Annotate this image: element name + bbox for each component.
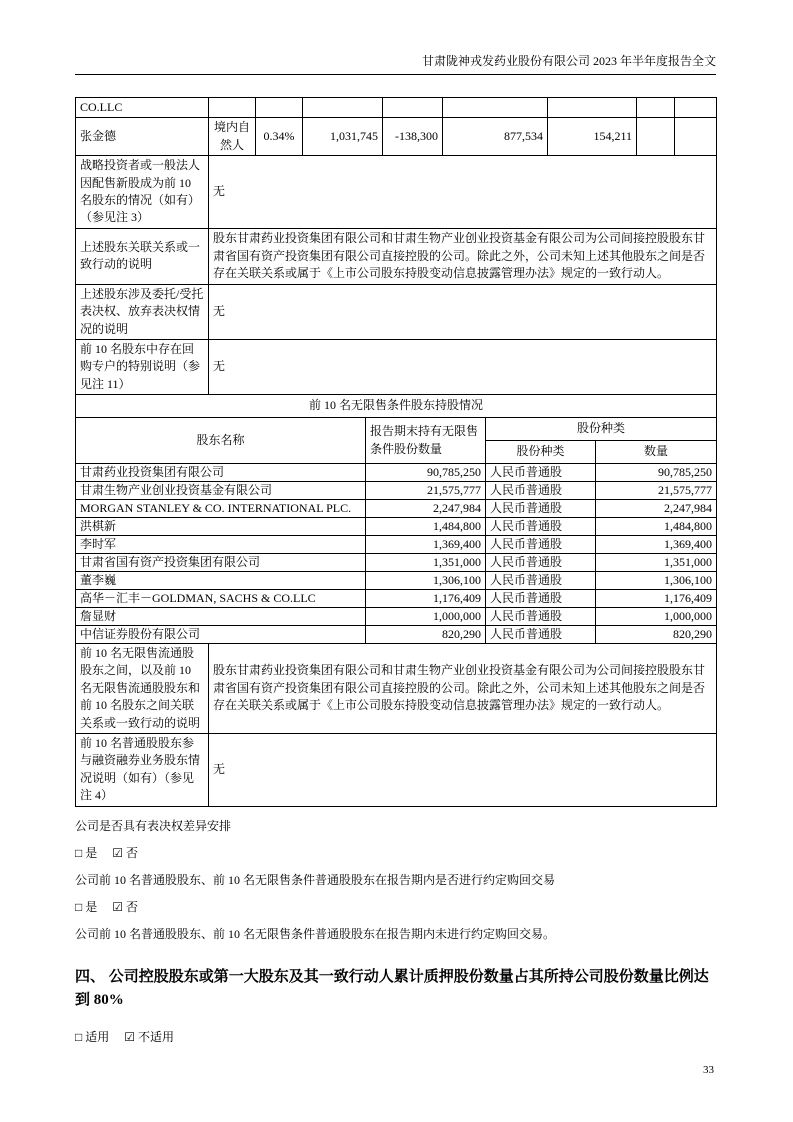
col-header-quantity: 数量 [596, 441, 717, 464]
note-value: 股东甘肃药业投资集团有限公司和甘肃生物产业创业投资基金有限公司为公司间接控股股东甘肃省国有资产投资集团有限公司直接控股的公司。除此之外，公司未知上述其他股东之间是否存在关联关系或属于《上市公司股东持股变动信息披露管理办法》规定的一致行动人。 [209, 228, 717, 284]
table-row [76, 626, 717, 644]
closing-statement: 公司前 10 名普通股股东、前 10 名无限售条件普通股股东在报告期内未进行约定购回交易。 [75, 926, 556, 941]
shareholder-name-cell: 高华－汇丰－GOLDMAN, SACHS & CO.LLC [76, 590, 366, 608]
table-row [76, 536, 717, 554]
unrestricted-shares-cell: 1,176,409 [366, 590, 486, 608]
empty-cell [303, 98, 383, 118]
table-row [76, 554, 717, 572]
checkbox-line-voting-difference [75, 844, 716, 861]
share-type-cell: 人民币普通股 [486, 518, 596, 536]
unrestricted-shares-cell: 1,000,000 [366, 608, 486, 626]
top10-shareholders-table [75, 97, 717, 395]
shareholding-ratio-cell: 0.34% [256, 118, 303, 156]
share-quantity-cell: 1,306,100 [596, 572, 717, 590]
option-no [112, 846, 138, 860]
table-row-note [76, 228, 717, 284]
table-row [76, 500, 717, 518]
unrestricted-shares-cell: 1,369,400 [366, 536, 486, 554]
share-type-cell: 人民币普通股 [486, 608, 596, 626]
page-number: 33 [703, 1064, 714, 1076]
note-label: 战略投资者或一般法人因配售新股成为前 10 名股东的情况（如有）（参见注 3） [76, 156, 209, 229]
checkbox-line-repurchase [75, 898, 716, 915]
document-header [75, 52, 716, 75]
unrestricted-shares-cell: 2,247,984 [366, 500, 486, 518]
question-voting-difference: 公司是否具有表决权差异安排 [75, 818, 232, 833]
checkbox-checked-icon: ☑ [112, 845, 124, 860]
note-value: 无 [209, 284, 717, 339]
checkbox-unchecked-icon: □ [75, 845, 83, 860]
empty-cell [443, 98, 548, 118]
unrestricted-shares-cell: 1,306,100 [366, 572, 486, 590]
table-row-note [76, 339, 717, 394]
option-applicable [75, 1030, 109, 1044]
option-label: 适用 [85, 1030, 110, 1045]
shareholder-name-cell: 詹显财 [76, 608, 366, 626]
option-not-applicable [124, 1030, 174, 1044]
note-value: 无 [209, 339, 717, 394]
note-label: 上述股东涉及委托/受托表决权、放弃表决权情况的说明 [76, 284, 209, 339]
unrestricted-shares-cell: 21,575,777 [366, 482, 486, 500]
shareholder-name-cell: 洪棋新 [76, 518, 366, 536]
table-row [76, 518, 717, 536]
table-row [76, 590, 717, 608]
option-label: 不适用 [138, 1030, 175, 1045]
unrestricted-shares-cell: 820,290 [366, 626, 486, 644]
shareholder-name-cell: 甘肃药业投资集团有限公司 [76, 464, 366, 482]
table-row [76, 572, 717, 590]
unrestricted-shares-cell: 1,351,000 [366, 554, 486, 572]
body-text-section [75, 817, 716, 1046]
pledge-status-cell [637, 118, 675, 156]
share-quantity-cell: 820,290 [596, 626, 717, 644]
table-row-note [76, 734, 717, 807]
unrestricted-shares-cell: 90,785,250 [366, 464, 486, 482]
table-row-note [76, 644, 717, 734]
checkbox-checked-icon: ☑ [124, 1030, 136, 1045]
unrestricted-shareholders-table [75, 394, 717, 807]
option-label: 是 [85, 845, 98, 860]
share-quantity-cell: 1,484,800 [596, 518, 717, 536]
empty-cell [548, 98, 637, 118]
table-row-note [76, 284, 717, 339]
note-label: 前 10 名股东中存在回购专户的特别说明（参见注 11） [76, 339, 209, 394]
shareholder-name-continued: CO.LLC [76, 98, 209, 118]
share-quantity-cell: 90,785,250 [596, 464, 717, 482]
option-no [112, 900, 138, 914]
option-label: 否 [126, 899, 139, 914]
unrestricted-shares-cell: 1,484,800 [366, 518, 486, 536]
table-row-shareholder [76, 118, 717, 156]
table-row-note [76, 156, 717, 229]
note-value: 股东甘肃药业投资集团有限公司和甘肃生物产业创业投资基金有限公司为公司间接控股股东甘肃省国有资产投资集团有限公司直接控股的公司。除此之外，公司未知上述其他股东之间是否存在关联关系或属于《上市公司股东持股变动信息披露管理办法》规定的一致行动人。 [209, 644, 717, 734]
share-type-cell: 人民币普通股 [486, 572, 596, 590]
shares-change-cell: -138,300 [383, 118, 443, 156]
share-quantity-cell: 1,000,000 [596, 608, 717, 626]
shareholder-name-cell: 甘肃省国有资产投资集团有限公司 [76, 554, 366, 572]
checkbox-unchecked-icon: □ [75, 1030, 83, 1045]
empty-cell [383, 98, 443, 118]
table-row [76, 464, 717, 482]
table-title: 前 10 名无限售条件股东持股情况 [76, 395, 717, 418]
share-quantity-cell: 1,176,409 [596, 590, 717, 608]
note-label: 前 10 名无限售流通股股东之间，以及前 10 名无限售流通股股东和前 10 名股东之间关联关系或一致行动的说明 [76, 644, 209, 734]
share-type-cell: 人民币普通股 [486, 626, 596, 644]
restricted-shares-cell: 877,534 [443, 118, 548, 156]
checkbox-line-applicability [75, 1028, 716, 1045]
option-label: 是 [85, 899, 98, 914]
unrestricted-shares-cell: 154,211 [548, 118, 637, 156]
share-quantity-cell: 2,247,984 [596, 500, 717, 518]
shareholder-name-cell: 李时军 [76, 536, 366, 554]
question-repurchase-agreement: 公司前 10 名普通股股东、前 10 名无限售条件普通股股东在报告期内是否进行约定购回交易 [75, 872, 556, 887]
note-value: 无 [209, 156, 717, 229]
shareholder-name-cell: MORGAN STANLEY & CO. INTERNATIONAL PLC. [76, 500, 366, 518]
shareholder-name-cell: 张金德 [76, 118, 209, 156]
note-label: 前 10 名普通股股东参与融资融券业务股东情况说明（如有）（参见注 4） [76, 734, 209, 807]
checkbox-unchecked-icon: □ [75, 899, 83, 914]
empty-cell [675, 98, 717, 118]
report-title: 甘肃陇神戎发药业股份有限公司 2023 年半年度报告全文 [75, 52, 716, 75]
note-label: 上述股东关联关系或一致行动的说明 [76, 228, 209, 284]
pledge-quantity-cell [675, 118, 717, 156]
table-row [76, 482, 717, 500]
option-yes [75, 900, 97, 914]
option-label: 否 [126, 845, 139, 860]
section4-heading: 四、 公司控股股东或第一大股东及其一致行动人累计质押股份数量占其所持公司股份数量比例达到 80% [75, 968, 709, 1008]
share-quantity-cell: 21,575,777 [596, 482, 717, 500]
empty-cell [256, 98, 303, 118]
empty-cell [209, 98, 256, 118]
shareholder-name-cell: 中信证券股份有限公司 [76, 626, 366, 644]
note-value: 无 [209, 734, 717, 807]
table-row-continuation [76, 98, 717, 118]
share-quantity-cell: 1,351,000 [596, 554, 717, 572]
share-type-cell: 人民币普通股 [486, 536, 596, 554]
option-yes [75, 846, 97, 860]
shareholder-name-cell: 甘肃生物产业创业投资基金有限公司 [76, 482, 366, 500]
share-type-cell: 人民币普通股 [486, 500, 596, 518]
empty-cell [637, 98, 675, 118]
share-type-cell: 人民币普通股 [486, 482, 596, 500]
col-header-shareholder-name: 股东名称 [76, 418, 366, 464]
col-header-share-type: 股份种类 [486, 441, 596, 464]
share-quantity-cell: 1,369,400 [596, 536, 717, 554]
share-type-cell: 人民币普通股 [486, 554, 596, 572]
checkbox-checked-icon: ☑ [112, 899, 124, 914]
shares-held-cell: 1,031,745 [303, 118, 383, 156]
shareholder-name-cell: 董李巍 [76, 572, 366, 590]
table-title-row [76, 395, 717, 418]
table-header-row [76, 418, 717, 441]
col-header-share-type-group: 股份种类 [486, 418, 717, 441]
shareholder-nature-cell: 境内自然人 [209, 118, 256, 156]
col-header-unrestricted-shares: 报告期末持有无限售条件股份数量 [366, 418, 486, 464]
share-type-cell: 人民币普通股 [486, 590, 596, 608]
share-type-cell: 人民币普通股 [486, 464, 596, 482]
table-row [76, 608, 717, 626]
